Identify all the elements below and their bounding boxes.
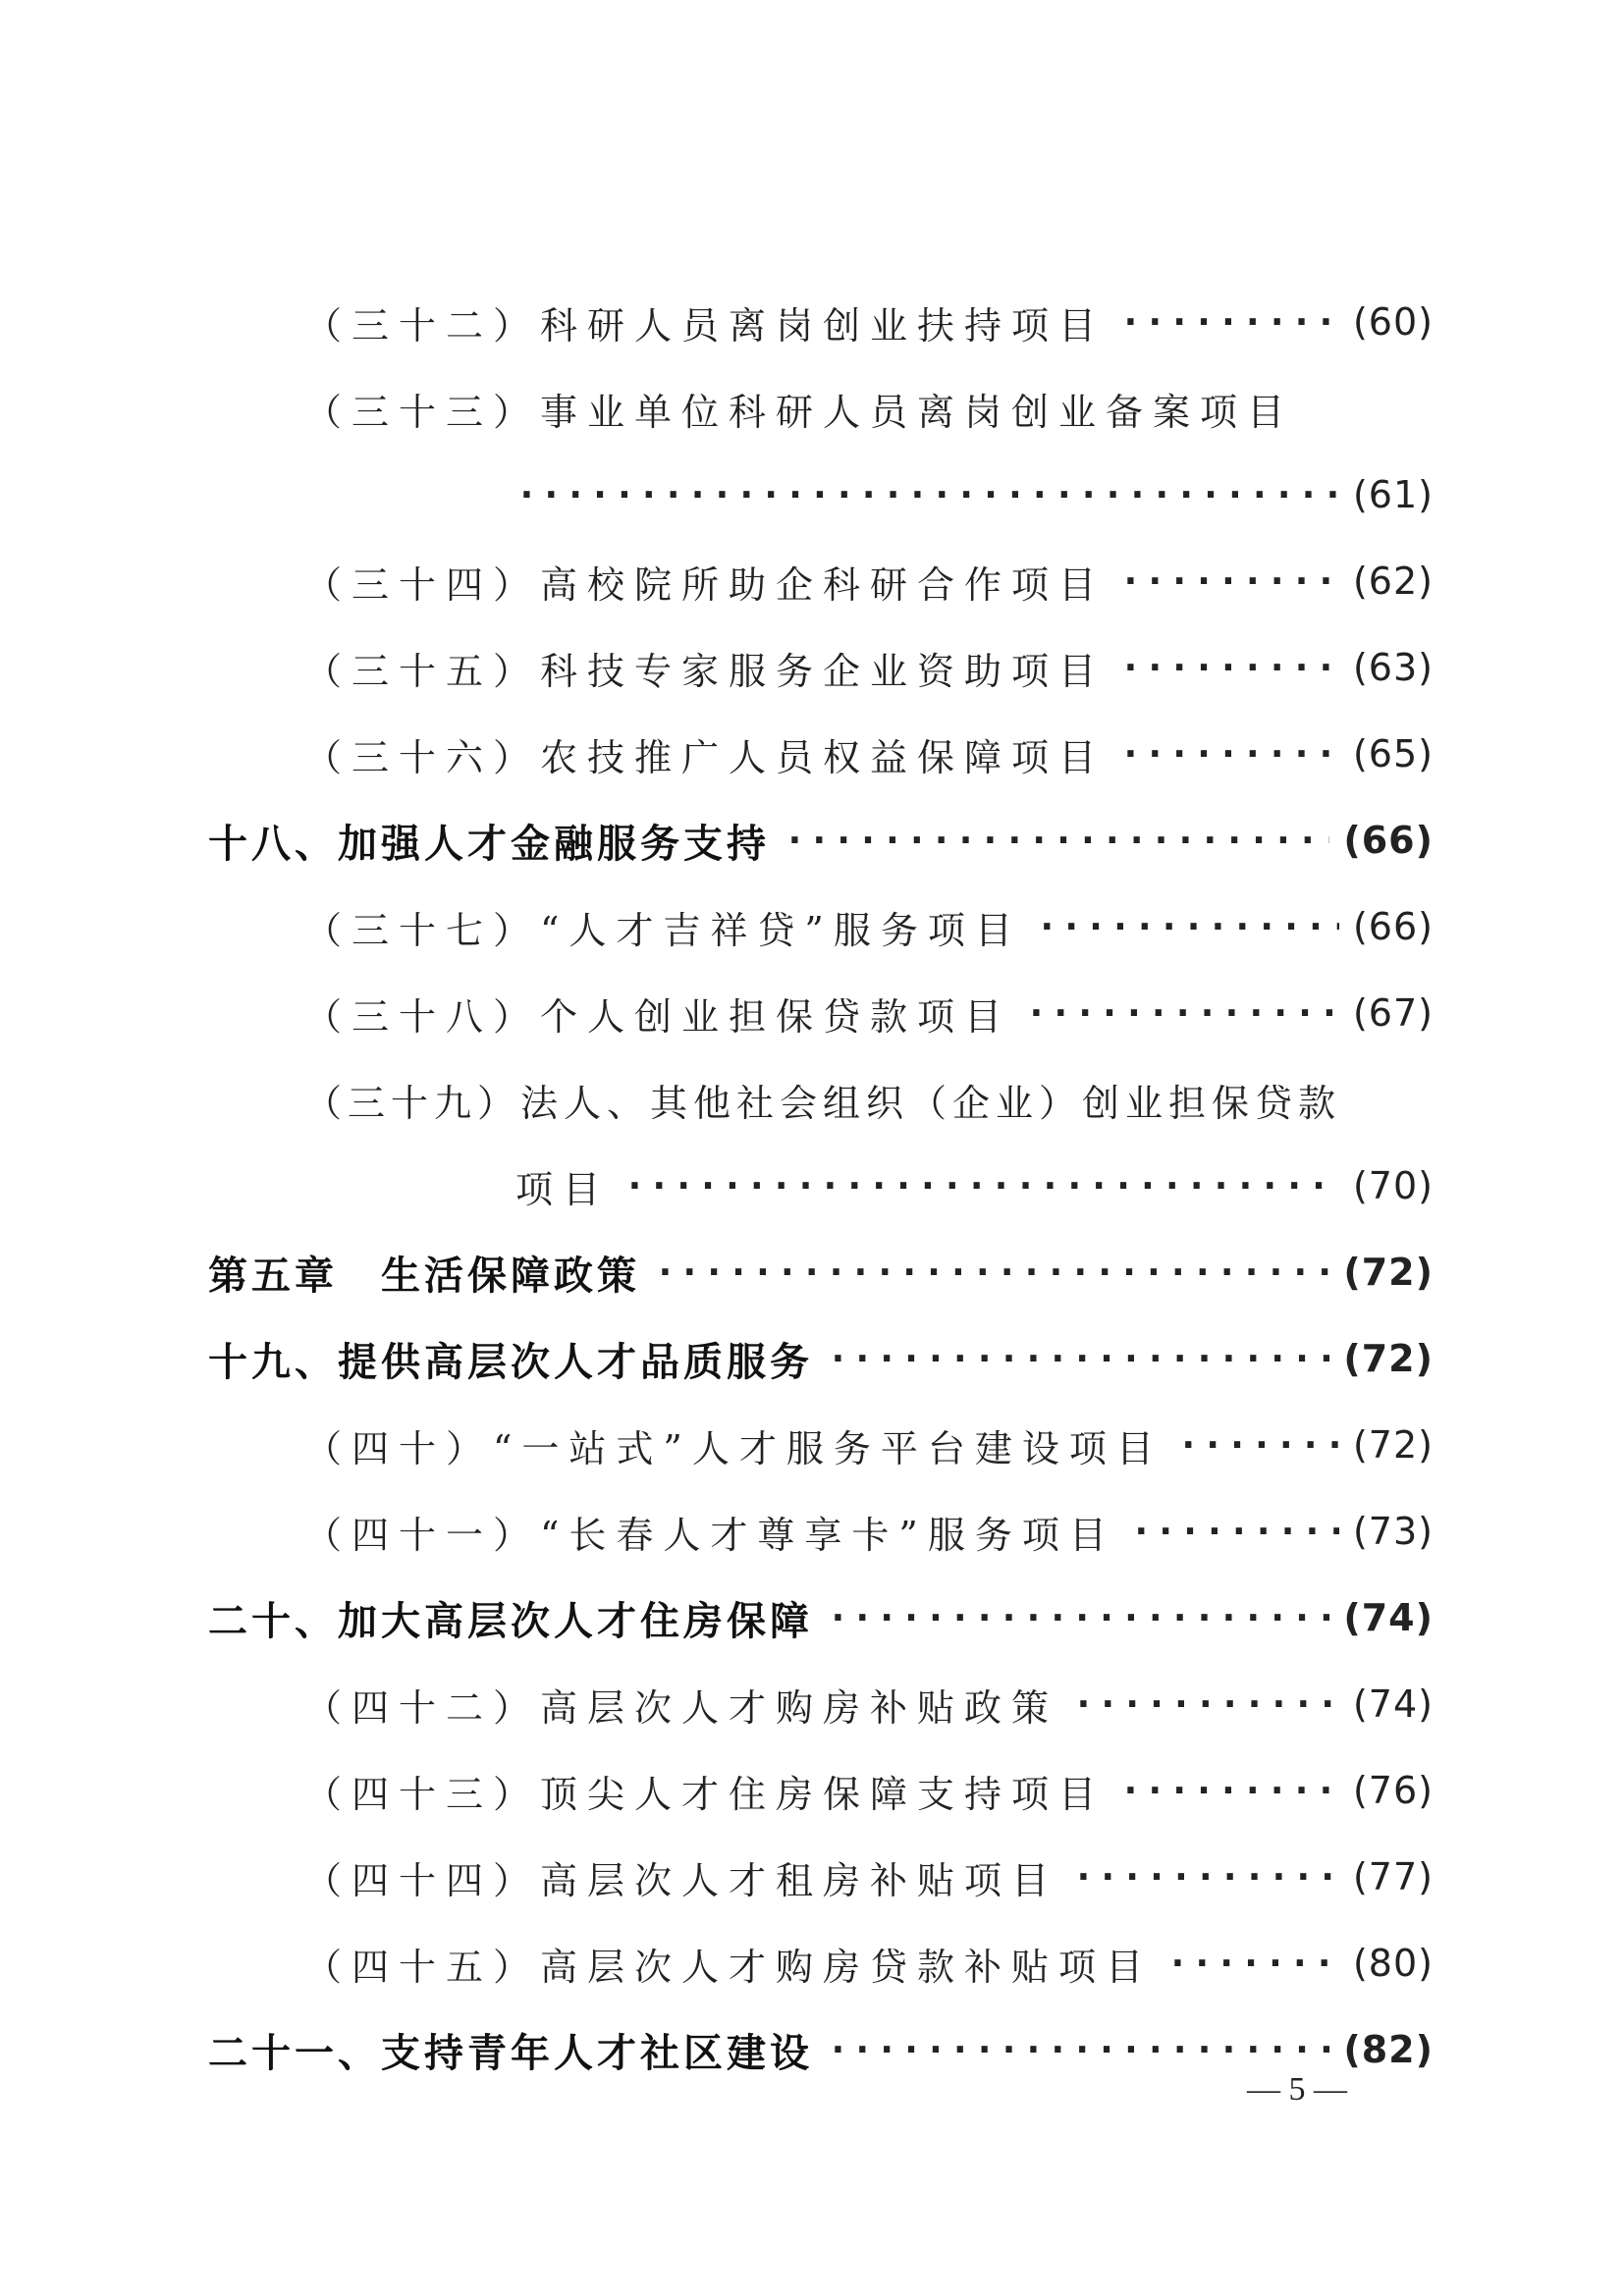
toc-entry-continuation[interactable] [515, 1156, 1434, 1215]
toc-leader-dots [1166, 1934, 1339, 1993]
toc-entry-label: 十八、加强人才金融服务支持 [208, 821, 770, 867]
toc-page-number: (60) [1352, 300, 1434, 344]
toc-leader-dots [827, 2020, 1329, 2079]
toc-page-number: (62) [1352, 560, 1434, 603]
toc-page-number: (72) [1343, 1337, 1434, 1380]
toc-entry[interactable] [304, 1934, 1434, 1993]
toc-entry-label: （三十五）科技专家服务企业资助项目 [304, 649, 1107, 693]
toc-entry[interactable] [304, 1070, 1434, 1129]
toc-section-heading[interactable] [208, 1588, 1434, 1647]
toc-page-number: (67) [1352, 991, 1434, 1035]
toc-page-number: (63) [1352, 646, 1434, 689]
toc-entry[interactable] [304, 552, 1434, 611]
toc-entry-label: 第五章 生活保障政策 [208, 1253, 640, 1299]
toc-entry-label: （四十二）高层次人才购房补贴政策 [304, 1685, 1059, 1730]
toc-section-heading[interactable] [208, 2020, 1434, 2079]
toc-page-number: (77) [1352, 1855, 1434, 1898]
toc-entry-label: 十九、提供高层次人才品质服务 [208, 1339, 813, 1385]
toc-section-heading[interactable] [208, 1329, 1434, 1388]
toc-entry-continuation[interactable] [515, 465, 1434, 524]
toc-entry[interactable] [304, 984, 1434, 1042]
toc-page-number: (66) [1343, 819, 1434, 862]
toc-entry-label: （三十九）法人、其他社会组织（企业）创业担保贷款 [304, 1081, 1342, 1125]
toc-page-number: (80) [1352, 1942, 1434, 1985]
toc-entry-label: （四十三）顶尖人才住房保障支持项目 [304, 1772, 1107, 1816]
toc-entry-label: （三十二）科研人员离岗创业扶持项目 [304, 303, 1107, 347]
toc-leader-dots [1177, 1415, 1339, 1474]
toc-leader-dots [1130, 1502, 1339, 1561]
toc-leader-dots [827, 1588, 1329, 1647]
toc-entry[interactable] [304, 293, 1434, 351]
toc-entry-label: （四十）“一站式”人才服务平台建设项目 [304, 1426, 1164, 1470]
toc-leader-dots [1036, 897, 1339, 956]
toc-entry-label: 二十、加大高层次人才住房保障 [208, 1598, 813, 1644]
toc-entry-label: （四十五）高层次人才购房贷款补贴项目 [304, 1945, 1154, 1989]
toc-entry-label: （三十三）事业单位科研人员离岗创业备案项目 [304, 390, 1295, 434]
toc-page-number: (74) [1343, 1596, 1434, 1639]
toc-entry[interactable] [304, 897, 1434, 956]
toc-page-number: (72) [1352, 1423, 1434, 1467]
toc-leader-dots [1119, 638, 1339, 697]
toc-leader-dots [1119, 724, 1339, 783]
toc-page-number: (65) [1352, 732, 1434, 775]
toc-entry-label: （四十一）“长春人才尊享卡”服务项目 [304, 1513, 1116, 1557]
toc-leader-dots [1119, 1761, 1339, 1820]
toc-leader-dots [623, 1156, 1339, 1215]
toc-leader-dots [1072, 1847, 1339, 1906]
toc-leader-dots [1119, 552, 1339, 611]
toc-leader-dots [784, 811, 1329, 870]
toc-entry-label: （四十四）高层次人才租房补贴项目 [304, 1858, 1059, 1902]
toc-entry-label: （三十七）“人才吉祥贷”服务项目 [304, 908, 1022, 952]
toc-entry[interactable] [304, 1502, 1434, 1561]
toc-page-number: (82) [1343, 2028, 1434, 2071]
toc-page-number: (70) [1352, 1164, 1434, 1207]
toc-entry-label: （三十六）农技推广人员权益保障项目 [304, 735, 1107, 779]
toc-page-number: (73) [1352, 1510, 1434, 1553]
toc-leader-dots [827, 1329, 1329, 1388]
toc-entry[interactable] [304, 638, 1434, 697]
toc-entry-label: 二十一、支持青年人才社区建设 [208, 2030, 813, 2076]
toc-leader-dots [654, 1243, 1329, 1302]
toc-page-number: (66) [1352, 905, 1434, 948]
toc-entry[interactable] [304, 1675, 1434, 1734]
toc-leader-dots [515, 465, 1339, 524]
toc-leader-dots [1119, 293, 1339, 351]
toc-page-number: (74) [1352, 1682, 1434, 1726]
toc-chapter-heading[interactable] [208, 1243, 1434, 1302]
toc-entry[interactable] [304, 379, 1434, 438]
toc-leader-dots [1072, 1675, 1339, 1734]
toc-entry[interactable] [304, 1761, 1434, 1820]
page-footer-number: — 5 — [1247, 2071, 1347, 2108]
toc-leader-dots [1025, 984, 1339, 1042]
toc-entry[interactable] [304, 1847, 1434, 1906]
toc-entry[interactable] [304, 724, 1434, 783]
toc-page-number: (76) [1352, 1769, 1434, 1812]
toc-entry[interactable] [304, 1415, 1434, 1474]
toc-entry-label: （三十四）高校院所助企科研合作项目 [304, 562, 1107, 607]
toc-entry-label: 项目 [515, 1167, 611, 1211]
toc-page-number: (61) [1352, 473, 1434, 516]
toc-page-number: (72) [1343, 1251, 1434, 1294]
toc-entry-label: （三十八）个人创业担保贷款项目 [304, 994, 1012, 1039]
toc-section-heading[interactable] [208, 811, 1434, 870]
